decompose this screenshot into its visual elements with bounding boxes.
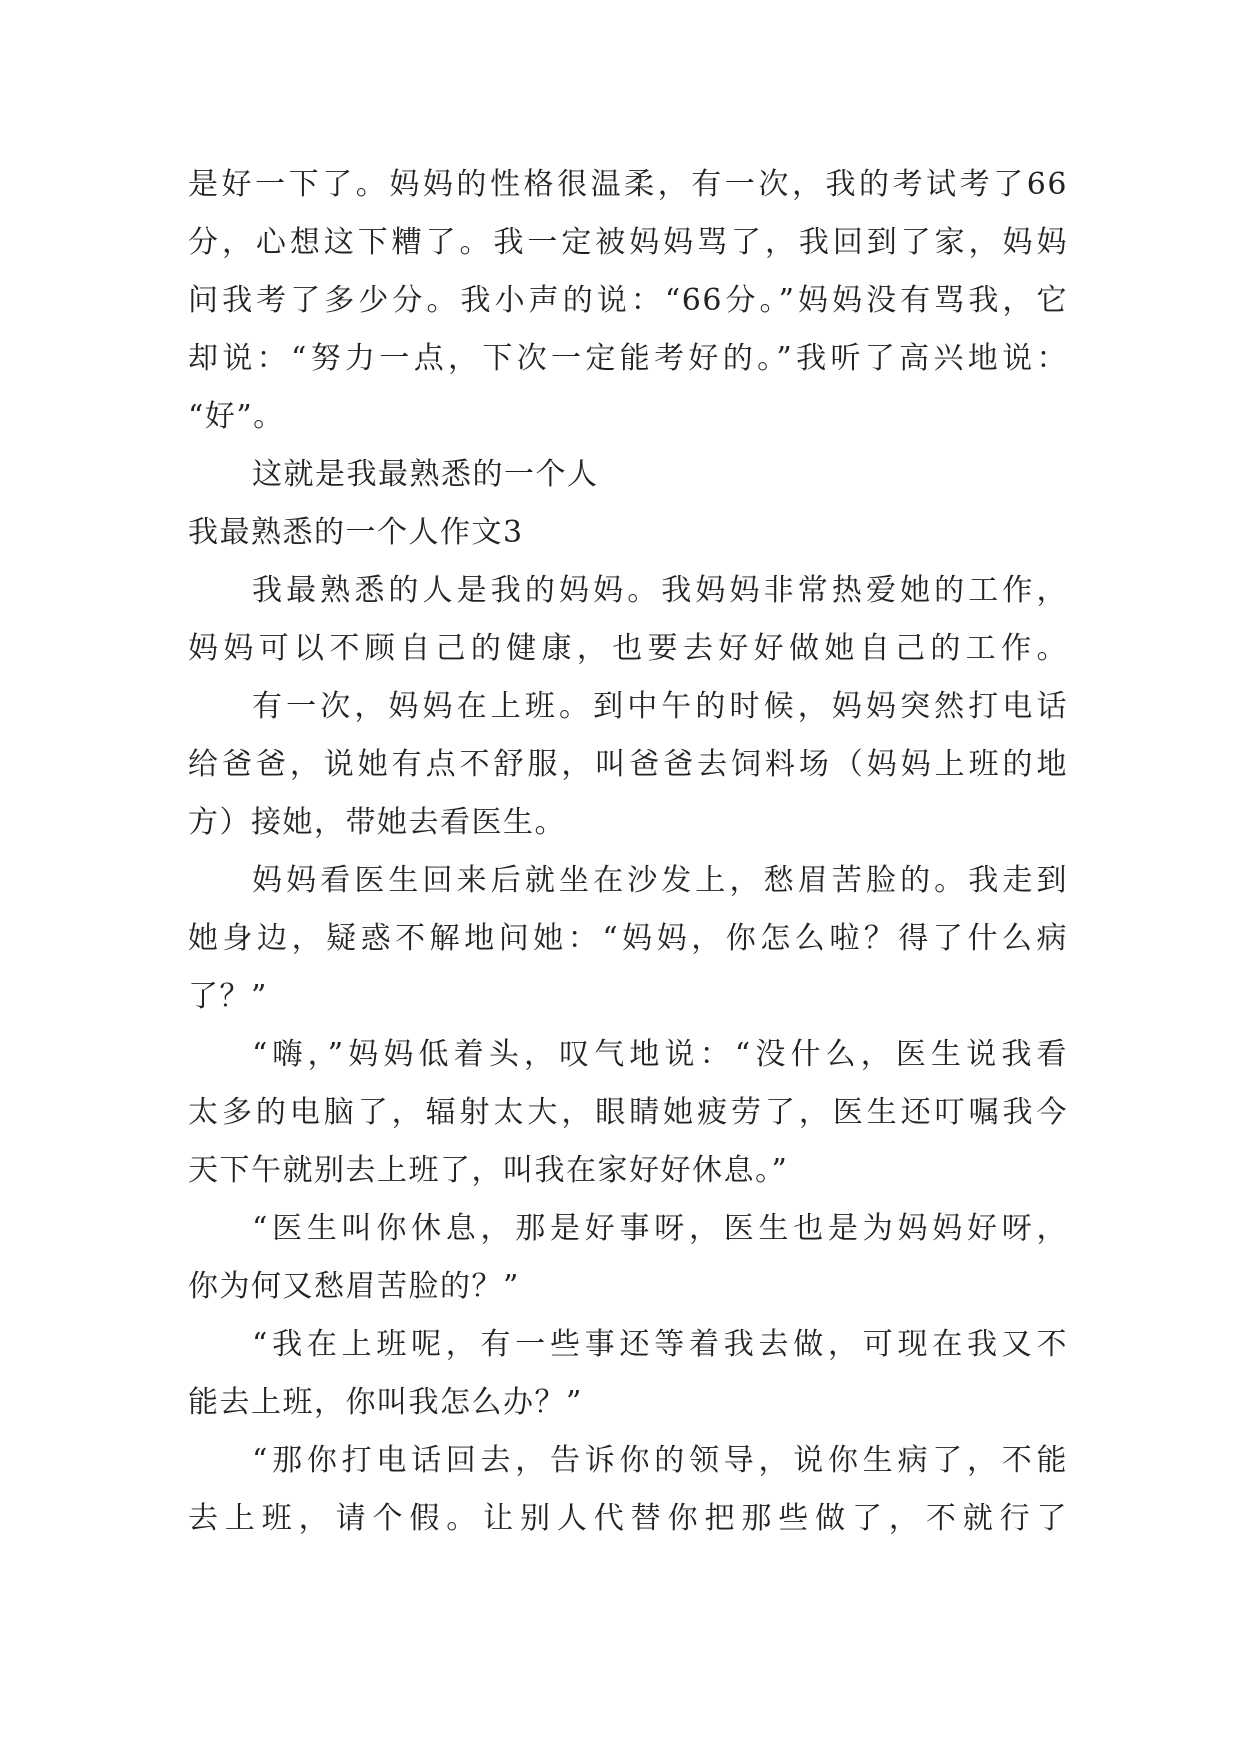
text-line: 天下午就别去上班了，叫我在家好好休息。” — [188, 1153, 789, 1188]
text-line: 去上班，请个假。让别人代替你把那些做了，不就行了 — [188, 1501, 1068, 1536]
text-line: 有一次，妈妈在上班。到中午的时候，妈妈突然打电话 — [252, 689, 1068, 724]
text-line: “那你打电话回去，告诉你的领导，说你生病了，不能 — [252, 1443, 1068, 1478]
text-line: 她身边，疑惑不解地问她：“妈妈，你怎么啦？得了什么病 — [188, 921, 1068, 956]
text-line: 了？” — [188, 979, 268, 1014]
text-line: 妈妈看医生回来后就坐在沙发上，愁眉苦脸的。我走到 — [252, 863, 1068, 898]
text-line: 能去上班，你叫我怎么办？” — [188, 1385, 583, 1420]
text-line: 你为何又愁眉苦脸的？” — [188, 1269, 520, 1304]
text-line: 分，心想这下糟了。我一定被妈妈骂了，我回到了家，妈妈 — [188, 225, 1068, 260]
text-line: “嗨，”妈妈低着头，叹气地说：“没什么，医生说我看 — [252, 1037, 1068, 1072]
paragraph-closing: 这就是我最熟悉的一个人 — [252, 457, 599, 492]
text-line: “医生叫你休息，那是好事呀，医生也是为妈妈好呀， — [252, 1211, 1068, 1246]
section-heading: 我最熟悉的一个人作文3 — [188, 515, 524, 550]
text-line: 是好一下了。妈妈的性格很温柔，有一次，我的考试考了66 — [188, 167, 1068, 202]
text-line: 太多的电脑了，辐射太大，眼睛她疲劳了，医生还叮嘱我今 — [188, 1095, 1068, 1130]
text-line: “我在上班呢，有一些事还等着我去做，可现在我又不 — [252, 1327, 1068, 1362]
text-line: “好”。 — [188, 399, 285, 434]
text-line: 我最熟悉的人是我的妈妈。我妈妈非常热爱她的工作， — [252, 573, 1068, 608]
text-line: 方）接她，带她去看医生。 — [188, 805, 566, 840]
text-line: 妈妈可以不顾自己的健康，也要去好好做她自己的工作。 — [188, 631, 1068, 666]
text-line: 却说：“努力一点，下次一定能考好的。”我听了高兴地说： — [188, 341, 1068, 376]
text-line: 问我考了多少分。我小声的说：“66分。”妈妈没有骂我，它 — [188, 283, 1068, 318]
text-line: 给爸爸，说她有点不舒服，叫爸爸去饲料场（妈妈上班的地 — [188, 747, 1068, 782]
